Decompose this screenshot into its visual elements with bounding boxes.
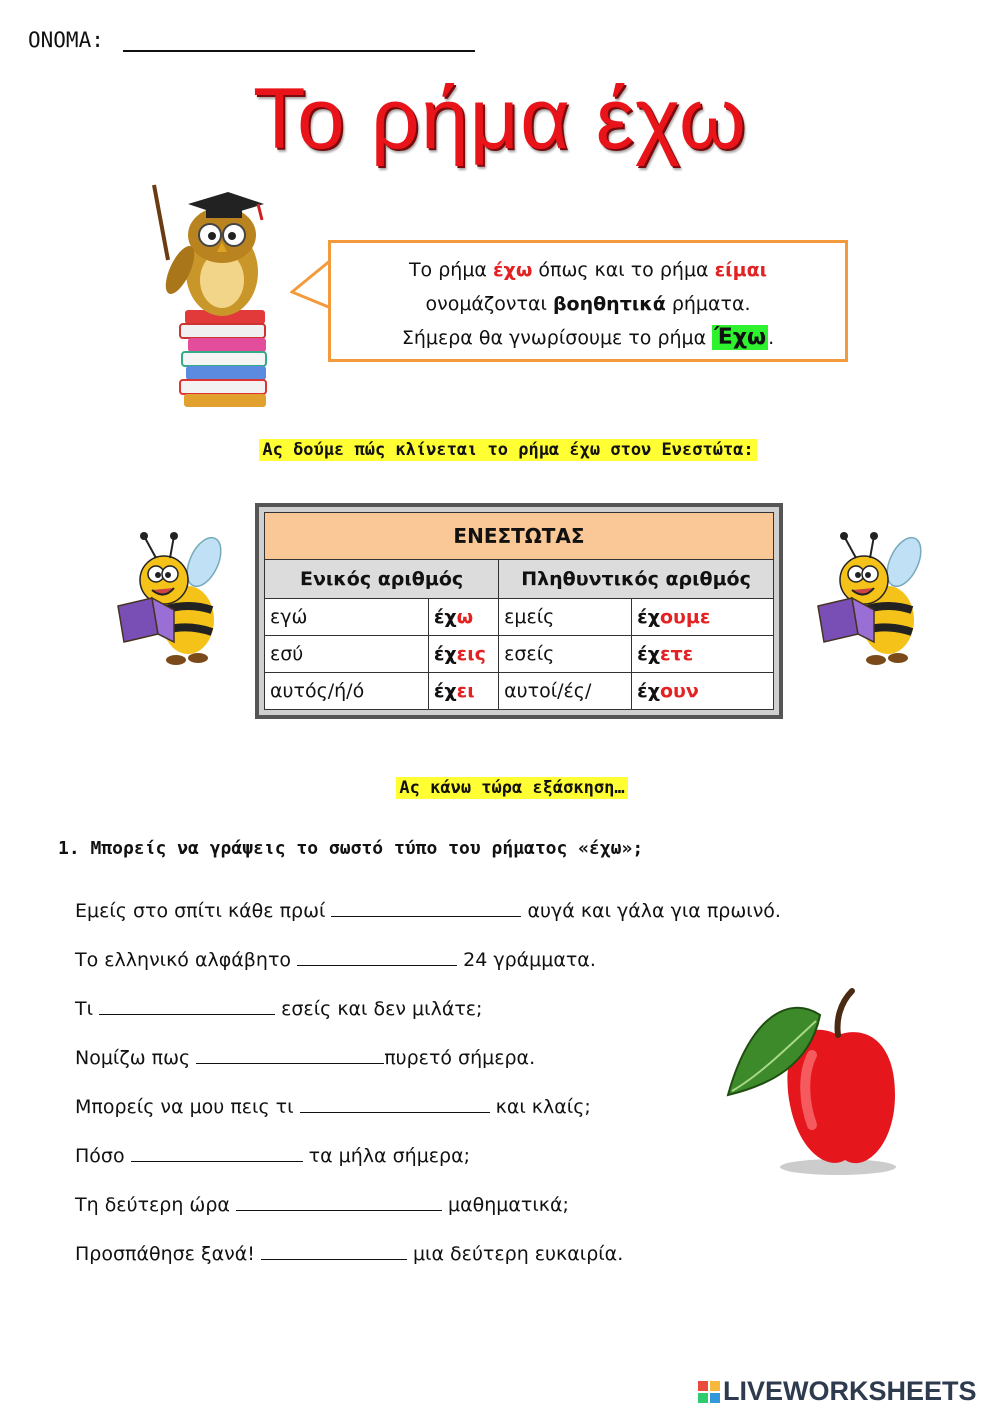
table-row — [265, 636, 774, 673]
pronoun-plural: εμείς — [499, 599, 632, 636]
exercise-line-3: Τι εσείς και δεν μιλάτε; — [75, 998, 483, 1020]
conjugation-table — [255, 503, 783, 719]
exercise-line-4: Νομίζω πως πυρετό σήμερα. — [75, 1047, 536, 1069]
footer-brand — [698, 1376, 977, 1407]
pronoun-plural: εσείς — [499, 636, 632, 673]
answer-blank-4[interactable] — [196, 1045, 384, 1064]
verb-form-singular: έχει — [428, 673, 498, 710]
bubble-line-3: Σήμερα θα γνωρίσουμε το ρήμα Έχω . — [401, 325, 775, 350]
verb-form-singular: έχεις — [428, 636, 498, 673]
intro-heading: Ας δούμε πώς κλίνεται το ρήμα έχω στον Ενεστώτα: — [259, 439, 756, 461]
exercise-line-8: Προσπάθησε ξανά! μια δεύτερη ευκαιρία. — [75, 1243, 624, 1265]
answer-blank-3[interactable] — [99, 996, 275, 1015]
question-1: 1. Μπορείς να γράψεις το σωστό τύπο του ρήματος «έχω»; — [58, 838, 644, 859]
tense-header: ΕΝΕΣΤΩΤΑΣ — [265, 513, 774, 560]
table-row — [265, 599, 774, 636]
answer-blank-6[interactable] — [131, 1143, 303, 1162]
exercise-line-7: Τη δεύτερη ώρα μαθηματικά; — [75, 1194, 569, 1216]
answer-blank-8[interactable] — [261, 1241, 407, 1260]
answer-blank-5[interactable] — [300, 1094, 490, 1113]
practice-heading: Ας κάνω τώρα εξάσκηση… — [396, 777, 627, 799]
singular-header: Ενικός αριθμός — [265, 560, 499, 599]
plural-header: Πληθυντικός αριθμός — [499, 560, 774, 599]
exercise-line-2: Το ελληνικό αλφάβητο 24 γράμματα. — [75, 949, 596, 971]
verb-form-singular: έχω — [428, 599, 498, 636]
pronoun-singular: αυτός/ή/ό — [265, 673, 429, 710]
verb-form-plural: έχουμε — [632, 599, 774, 636]
answer-blank-1[interactable] — [331, 898, 521, 917]
owl-teacher-icon — [140, 180, 280, 410]
reading-bee-icon — [112, 530, 222, 670]
exercise-line-5: Μπορείς να μου πεις τι και κλαίς; — [75, 1096, 591, 1118]
apple-icon — [720, 985, 905, 1180]
name-label: ΟΝΟΜΑ: — [28, 28, 104, 52]
intro-heading-row — [0, 440, 1000, 460]
conjugation-grid — [264, 512, 774, 710]
exercise-line-1: Εμείς στο σπίτι κάθε πρωί αυγά και γάλα για πρωινό. — [75, 900, 781, 922]
answer-blank-7[interactable] — [236, 1192, 442, 1211]
footer-brand-text: LIVEWORKSHEETS — [723, 1376, 977, 1406]
liveworksheets-logo-icon — [698, 1379, 720, 1401]
practice-heading-row — [0, 778, 1000, 798]
verb-form-plural: έχουν — [632, 673, 774, 710]
bubble-line-2: ονομάζονται βοηθητικά ρήματα. — [425, 293, 751, 315]
verb-form-plural: έχετε — [632, 636, 774, 673]
exercise-line-6: Πόσο τα μήλα σήμερα; — [75, 1145, 471, 1167]
name-row — [28, 28, 475, 52]
name-input-line[interactable] — [123, 30, 475, 52]
page-title: Το ρήμα έχω — [252, 71, 748, 167]
bubble-line-1: Το ρήμα έχω όπως και το ρήμα είμαι — [408, 259, 768, 281]
info-bubble — [328, 240, 848, 362]
answer-blank-2[interactable] — [297, 947, 457, 966]
pronoun-singular: εσύ — [265, 636, 429, 673]
pronoun-plural: αυτοί/ές/ — [499, 673, 632, 710]
reading-bee-icon-right — [812, 530, 922, 670]
table-row — [265, 673, 774, 710]
pronoun-singular: εγώ — [265, 599, 429, 636]
